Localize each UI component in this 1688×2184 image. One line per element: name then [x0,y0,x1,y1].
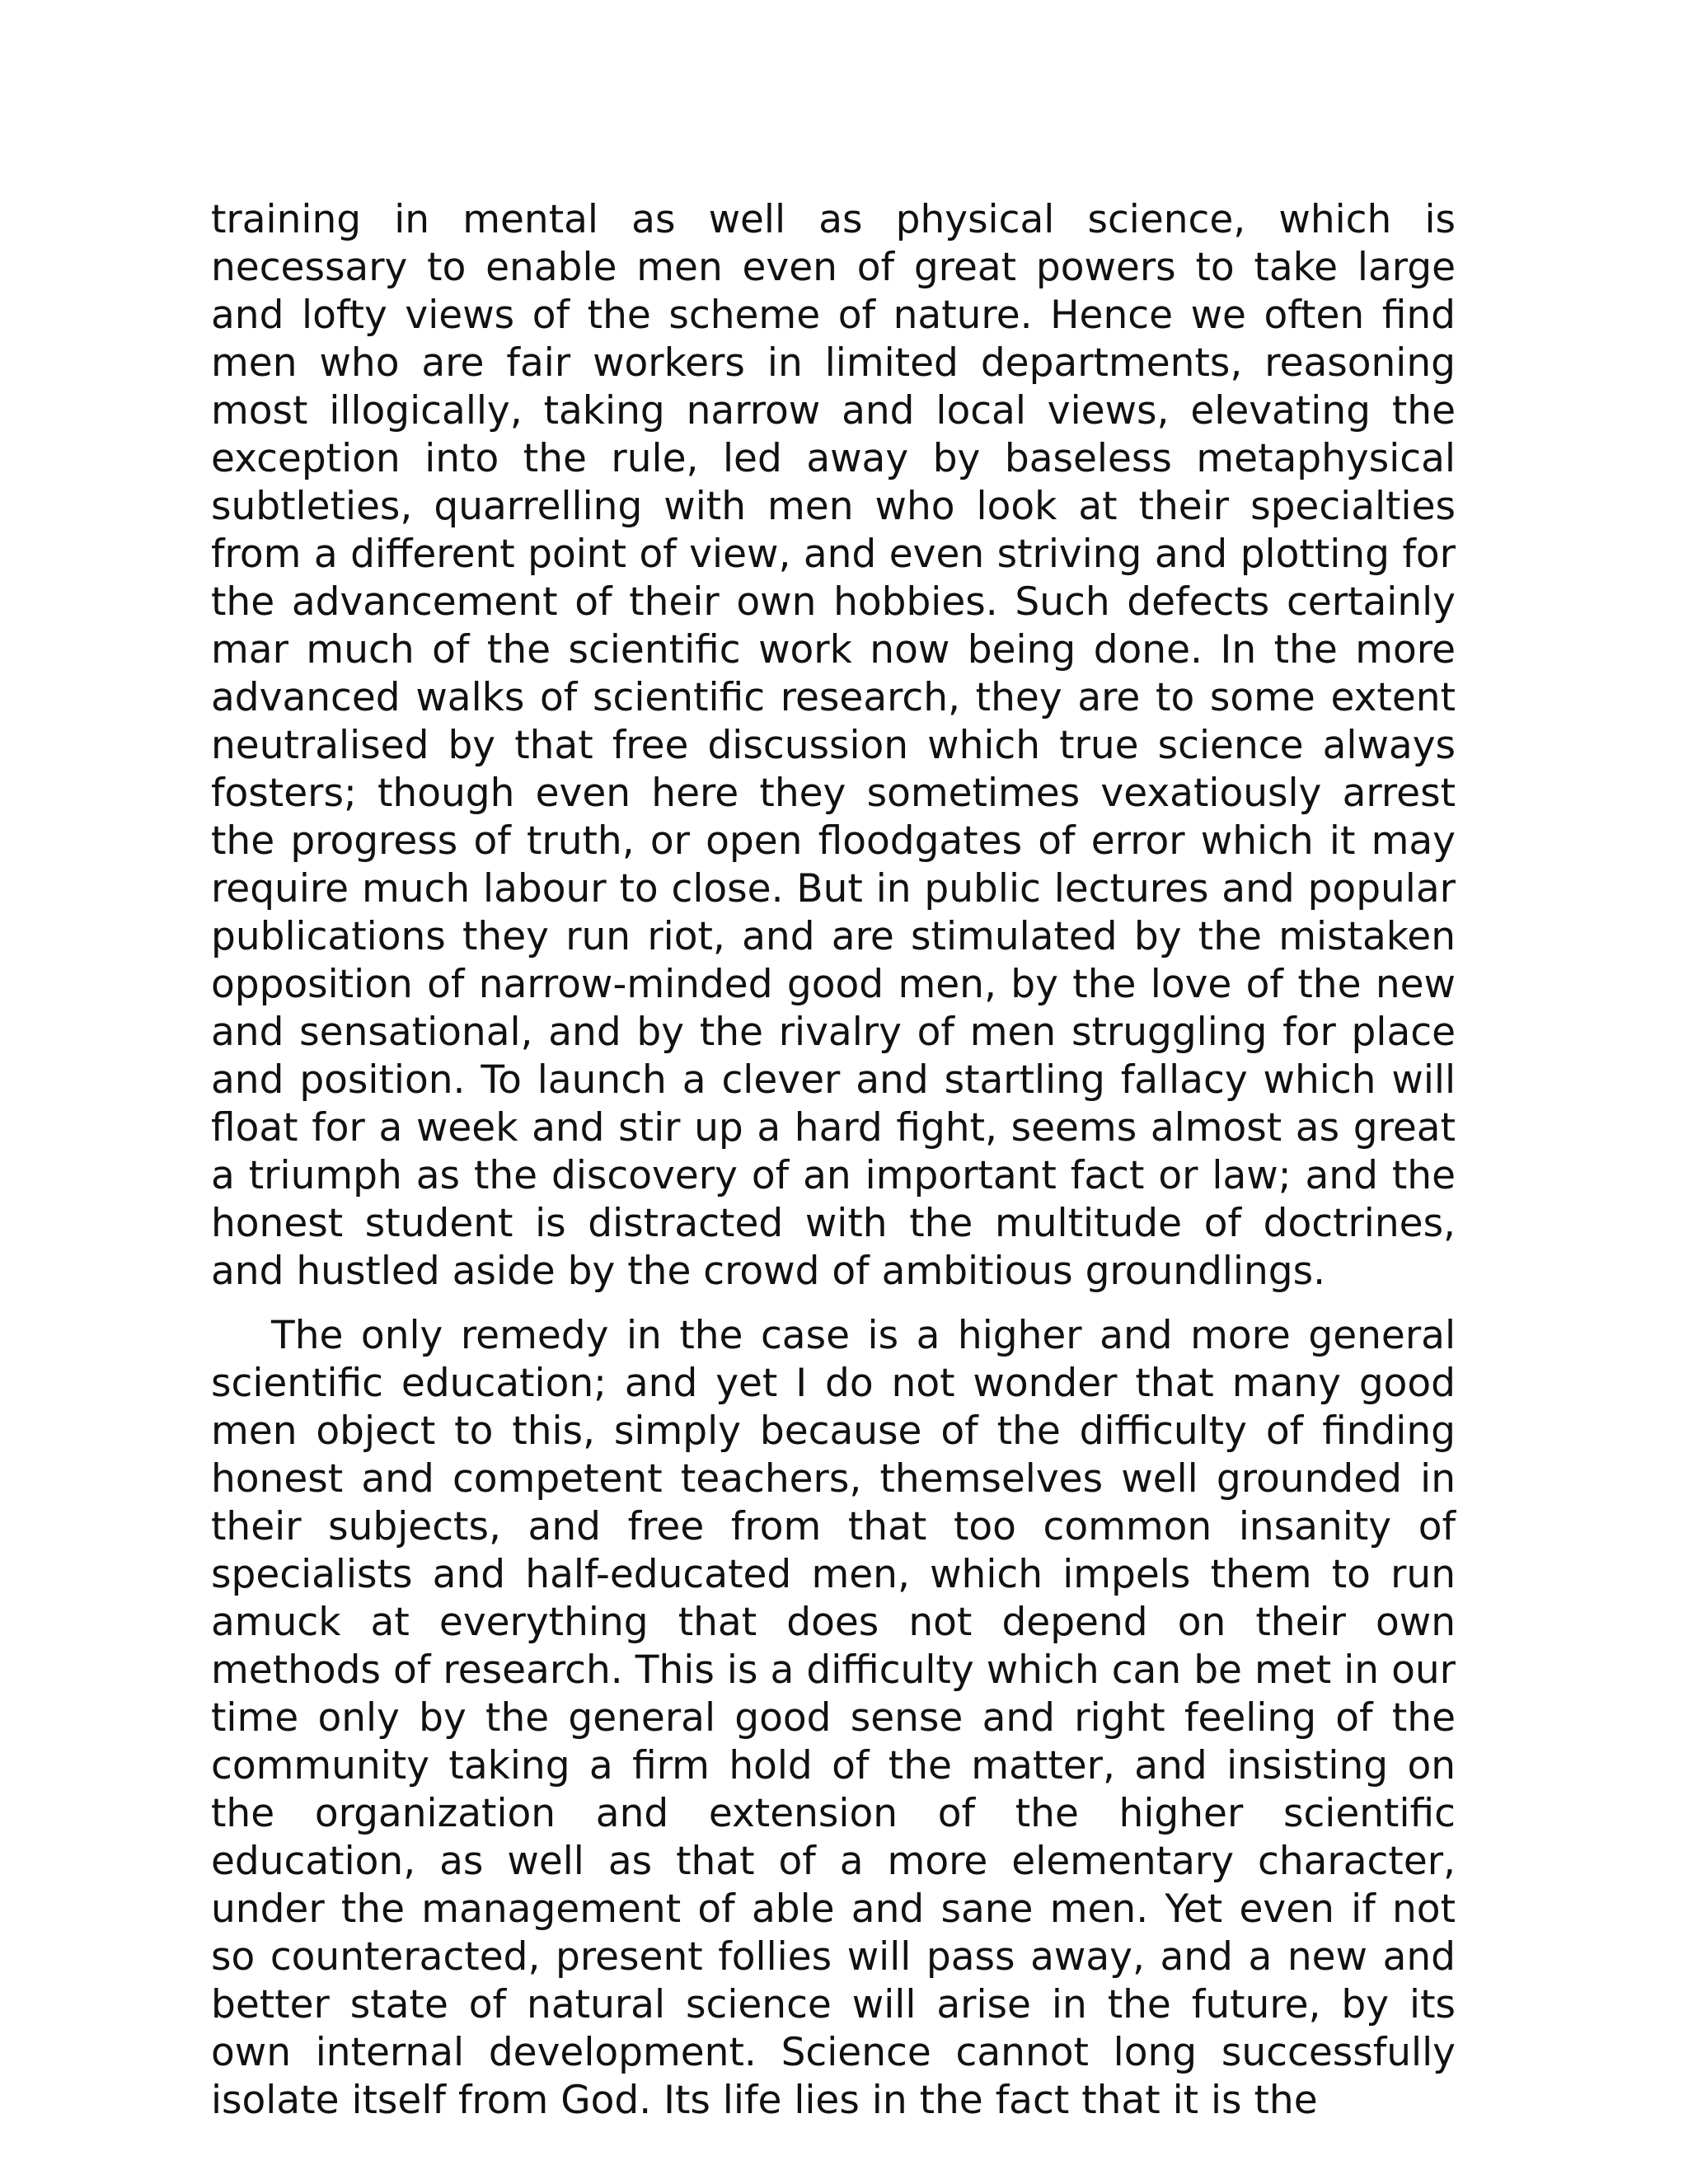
paragraph-remedy: The only remedy in the case is a higher and more general scientific education; and yet I do not wonder that many good men object to this, simply because of the difficulty of finding honest and competent teachers, themselves well grounded in their subjects, and free from that too common insanity of specialists and half-educated men, which impels them to run amuck at everything that does not depend on their own methods of research. This is a difficulty which can be met in our time only by the general good sense and right feeling of the community taking a firm hold of the matter, and insisting on the organization and extension of the higher scientific education, as well as that of a more elementary character, under the management of able and sane men. Yet even if not so counteracted, present follies will pass away, and a new and better state of natural science will arise in the future, by its own internal development. Science cannot long successfully isolate itself from God. Its life lies in the fact that it is the [211,1313,1456,2123]
paragraph-continued: training in mental as well as physical science, which is necessary to enable men even of great powers to take large and lofty views of the scheme of nature. Hence we often find men who are fair workers in limited departments, reasoning most illogically, taking narrow and local views, elevating the exception into the rule, led away by baseless metaphysical subtleties, quarrelling with men who look at their specialties from a different point of view, and even striving and plotting for the advancement of their own hobbies. Such defects certainly mar much of the scientific work now being done. In the more advanced walks of scientific research, they are to some extent neutralised by that free discussion which true science always fosters; though even here they sometimes vexatiously arrest the progress of truth, or open floodgates of error which it may require much labour to close. But in public lectures and popular publications they run riot, and are stimulated by the mistaken opposition of narrow-minded good men, by the love of the new and sensational, and by the rivalry of men struggling for place and position. To launch a clever and startling fallacy which will float for a week and stir up a hard fight, seems almost as great a triumph as the discovery of an important fact or law; and the honest student is distracted with the multitude of doctrines, and hustled aside by the crowd of ambitious groundlings. [211,197,1456,1294]
document-page [211,196,1456,2125]
